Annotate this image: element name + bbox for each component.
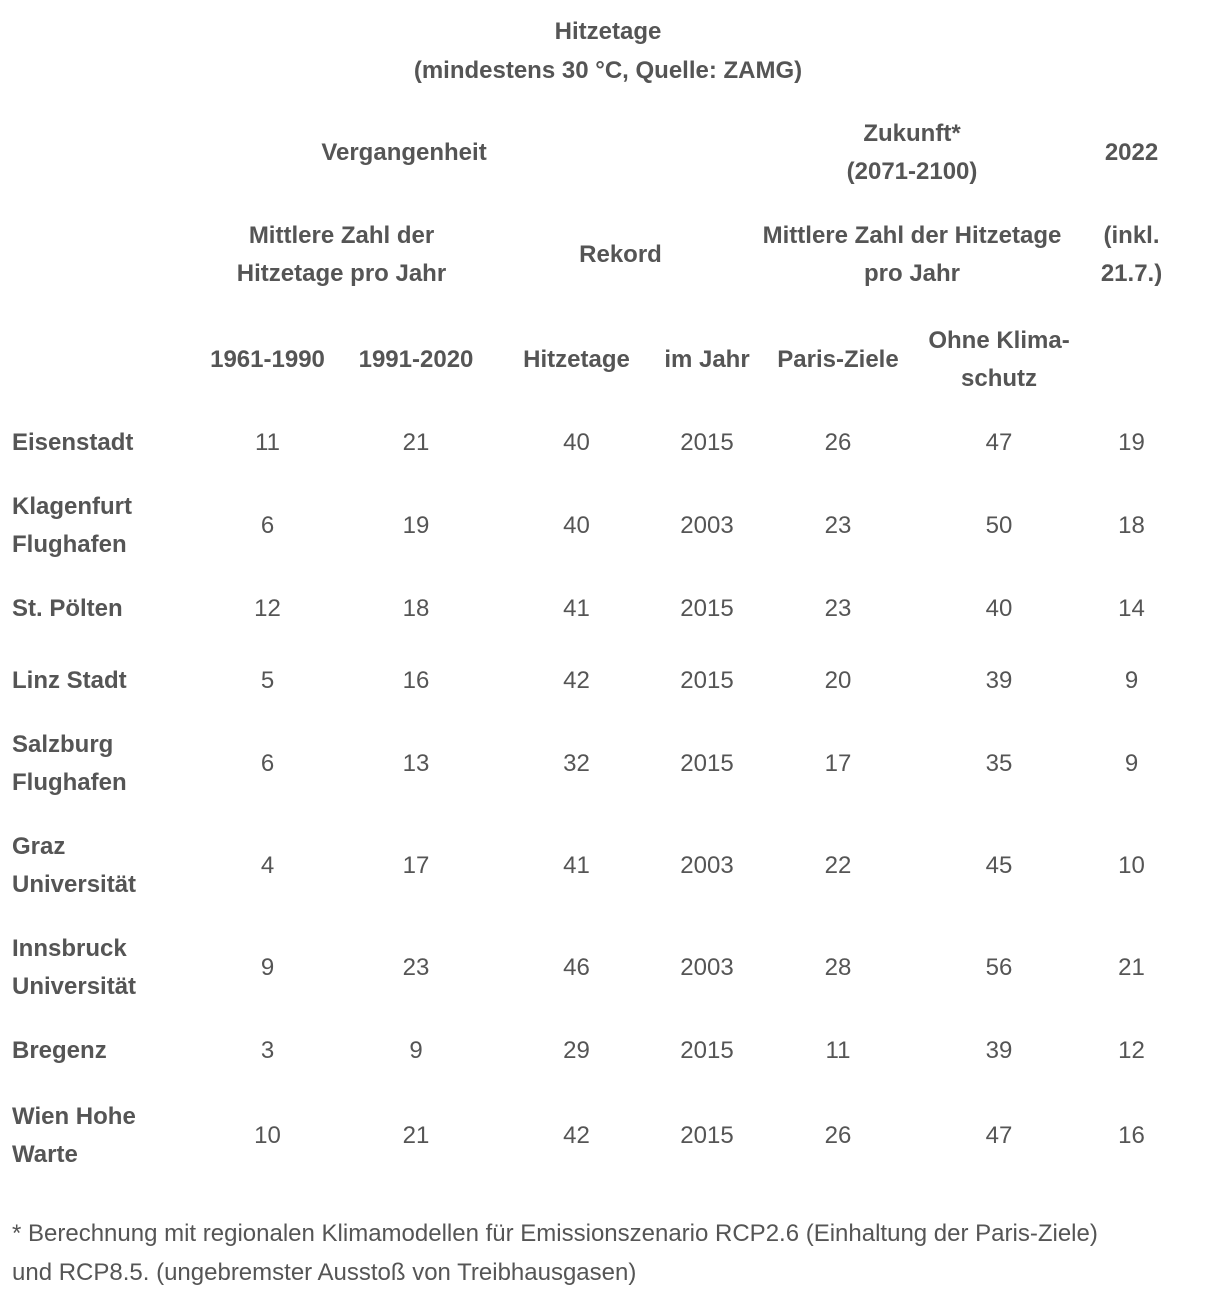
cell-1961-1990: 4 bbox=[260, 852, 275, 879]
station-name-line1: St. Pölten bbox=[12, 595, 123, 622]
cell-ohne-klimaschutz: 50 bbox=[985, 512, 1013, 539]
cell-ohne-klimaschutz: 40 bbox=[985, 595, 1013, 622]
cell-ohne-klimaschutz: 47 bbox=[985, 1122, 1013, 1149]
cell-2022: 9 bbox=[1124, 667, 1139, 694]
station-name bbox=[0, 811, 193, 921]
header-empty-cell bbox=[0, 197, 193, 313]
station-name-line2: Universität bbox=[12, 973, 137, 1000]
cell-2022: 9 bbox=[1124, 750, 1139, 777]
header-row-category bbox=[0, 197, 1190, 313]
cell-ohne-klimaschutz: 47 bbox=[985, 429, 1013, 456]
station-name-line2: Universität bbox=[12, 871, 137, 898]
cell-paris-ziele: 26 bbox=[824, 429, 852, 456]
header-rekord: Rekord bbox=[579, 241, 662, 268]
cell-rekord-hitzetage: 42 bbox=[563, 1122, 590, 1149]
header-zukunft-line1: Zukunft* bbox=[863, 120, 961, 147]
header-col-hitzetage: Hitzetage bbox=[523, 346, 630, 373]
station-name bbox=[0, 645, 193, 717]
cell-rekord-jahr: 2015 bbox=[680, 667, 734, 694]
cell-paris-ziele: 23 bbox=[824, 595, 852, 622]
header-col-ohne-line1: Ohne Klima- bbox=[928, 327, 1070, 354]
cell-rekord-hitzetage: 40 bbox=[563, 429, 590, 456]
station-name bbox=[0, 479, 193, 573]
cell-rekord-jahr: 2003 bbox=[680, 954, 734, 981]
cell-ohne-klimaschutz: 35 bbox=[985, 750, 1013, 777]
station-name-line1: Wien Hohe bbox=[12, 1103, 136, 1130]
cell-1961-1990: 6 bbox=[260, 512, 275, 539]
cell-1961-1990: 12 bbox=[254, 595, 281, 622]
cell-1991-2020: 9 bbox=[409, 1037, 423, 1064]
table-row bbox=[0, 717, 1190, 811]
header-empty-cell bbox=[0, 313, 193, 407]
cell-2022: 21 bbox=[1118, 954, 1145, 981]
header-col-ohne-line2: schutz bbox=[961, 365, 1038, 392]
cell-2022: 16 bbox=[1118, 1122, 1145, 1149]
header-col-1961-1990: 1961-1990 bbox=[210, 346, 325, 373]
cell-1991-2020: 16 bbox=[402, 667, 430, 694]
cell-rekord-hitzetage: 40 bbox=[563, 512, 590, 539]
cell-1991-2020: 19 bbox=[402, 512, 430, 539]
header-mittlere-future-line2: pro Jahr bbox=[863, 260, 961, 287]
cell-paris-ziele: 26 bbox=[824, 1122, 852, 1149]
station-name bbox=[0, 717, 193, 811]
station-name-line1: Innsbruck bbox=[12, 935, 127, 962]
cell-1991-2020: 23 bbox=[402, 954, 430, 981]
station-name bbox=[0, 573, 193, 645]
cell-ohne-klimaschutz: 45 bbox=[985, 852, 1013, 879]
cell-rekord-hitzetage: 42 bbox=[563, 667, 590, 694]
header-2022: 2022 bbox=[1104, 139, 1159, 166]
header-empty-cell bbox=[0, 109, 193, 197]
header-zukunft-line2: (2071-2100) bbox=[846, 158, 978, 185]
table-row bbox=[0, 1087, 1190, 1185]
cell-1961-1990: 9 bbox=[260, 954, 275, 981]
cell-1961-1990: 5 bbox=[260, 667, 275, 694]
header-inkl-line2: 21.7.) bbox=[1100, 260, 1163, 287]
cell-1991-2020: 21 bbox=[402, 429, 430, 456]
cell-rekord-hitzetage: 29 bbox=[563, 1037, 590, 1064]
station-name bbox=[0, 407, 193, 479]
station-name-line2: Warte bbox=[12, 1141, 78, 1168]
cell-paris-ziele: 22 bbox=[824, 852, 852, 879]
cell-1961-1990: 11 bbox=[255, 429, 280, 456]
cell-paris-ziele: 20 bbox=[824, 667, 852, 694]
table-title: Hitzetage bbox=[554, 18, 662, 45]
cell-1991-2020: 21 bbox=[402, 1122, 430, 1149]
cell-rekord-jahr: 2015 bbox=[680, 1122, 734, 1149]
cell-rekord-jahr: 2003 bbox=[680, 852, 734, 879]
station-name-line1: Klagenfurt bbox=[12, 493, 132, 520]
header-mittlere-past-line1: Mittlere Zahl der bbox=[248, 222, 435, 249]
cell-ohne-klimaschutz: 39 bbox=[985, 1037, 1013, 1064]
table-row bbox=[0, 407, 1190, 479]
table-row bbox=[0, 1015, 1190, 1087]
cell-rekord-hitzetage: 41 bbox=[563, 852, 590, 879]
header-vergangenheit: Vergangenheit bbox=[321, 139, 487, 166]
table-row bbox=[0, 811, 1190, 921]
cell-1961-1990: 10 bbox=[254, 1122, 281, 1149]
cell-2022: 14 bbox=[1118, 595, 1145, 622]
header-col-1991-2020: 1991-2020 bbox=[358, 346, 474, 373]
cell-paris-ziele: 28 bbox=[824, 954, 852, 981]
cell-1991-2020: 13 bbox=[402, 750, 430, 777]
table-row bbox=[0, 479, 1190, 573]
station-name-line2: Flughafen bbox=[12, 531, 127, 558]
header-inkl-line1: (inkl. bbox=[1103, 222, 1160, 249]
cell-2022: 19 bbox=[1118, 429, 1145, 456]
cell-rekord-jahr: 2015 bbox=[680, 1037, 734, 1064]
cell-rekord-hitzetage: 41 bbox=[563, 595, 590, 622]
cell-ohne-klimaschutz: 39 bbox=[985, 667, 1013, 694]
cell-ohne-klimaschutz: 56 bbox=[985, 954, 1013, 981]
header-empty-cell bbox=[1073, 313, 1190, 407]
table-subtitle: (mindestens 30 °C, Quelle: ZAMG) bbox=[413, 57, 803, 84]
station-name-line1: Linz Stadt bbox=[12, 667, 127, 694]
cell-rekord-hitzetage: 46 bbox=[563, 954, 590, 981]
heat-days-table bbox=[0, 109, 1190, 1185]
cell-1961-1990: 3 bbox=[260, 1037, 275, 1064]
header-mittlere-past bbox=[193, 197, 490, 313]
header-zukunft bbox=[751, 109, 1073, 197]
cell-paris-ziele: 23 bbox=[824, 512, 852, 539]
cell-1991-2020: 17 bbox=[402, 852, 430, 879]
cell-1961-1990: 6 bbox=[260, 750, 275, 777]
station-name-line1: Bregenz bbox=[12, 1037, 107, 1064]
cell-rekord-jahr: 2003 bbox=[680, 512, 734, 539]
header-col-ohne-klimaschutz bbox=[925, 313, 1073, 407]
header-mittlere-future-line1: Mittlere Zahl der Hitzetage bbox=[762, 222, 1062, 249]
cell-2022: 12 bbox=[1118, 1037, 1145, 1064]
header-row-period bbox=[0, 109, 1190, 197]
cell-rekord-hitzetage: 32 bbox=[563, 750, 590, 777]
station-name-line1: Eisenstadt bbox=[12, 429, 134, 456]
header-col-paris-ziele: Paris-Ziele bbox=[777, 346, 899, 373]
table-row bbox=[0, 921, 1190, 1015]
station-name-line2: Flughafen bbox=[12, 769, 127, 796]
table-row bbox=[0, 573, 1190, 645]
header-inkl bbox=[1073, 197, 1190, 313]
cell-2022: 18 bbox=[1118, 512, 1145, 539]
header-row-columns bbox=[0, 313, 1190, 407]
cell-paris-ziele: 17 bbox=[824, 750, 852, 777]
header-mittlere-future bbox=[751, 197, 1073, 313]
cell-rekord-jahr: 2015 bbox=[680, 595, 734, 622]
station-name bbox=[0, 1087, 193, 1185]
footnote bbox=[12, 1214, 1202, 1292]
header-col-im-jahr: im Jahr bbox=[664, 346, 750, 373]
cell-1991-2020: 18 bbox=[402, 595, 430, 622]
cell-rekord-jahr: 2015 bbox=[680, 750, 734, 777]
cell-rekord-jahr: 2015 bbox=[680, 429, 734, 456]
station-name-line1: Salzburg bbox=[12, 731, 114, 758]
station-name-line1: Graz bbox=[12, 833, 66, 860]
footnote-line1: * Berechnung mit regionalen Klimamodellen für Emissionszenario RCP2.6 (Einhaltung der Paris-Ziele) bbox=[12, 1220, 1098, 1247]
cell-2022: 10 bbox=[1118, 852, 1145, 879]
header-mittlere-past-line2: Hitzetage pro Jahr bbox=[236, 260, 447, 287]
station-name bbox=[0, 1015, 193, 1087]
cell-paris-ziele: 11 bbox=[825, 1037, 851, 1064]
footnote-line2: und RCP8.5. (ungebremster Ausstoß von Treibhausgasen) bbox=[12, 1259, 637, 1286]
table-row bbox=[0, 645, 1190, 717]
station-name bbox=[0, 921, 193, 1015]
